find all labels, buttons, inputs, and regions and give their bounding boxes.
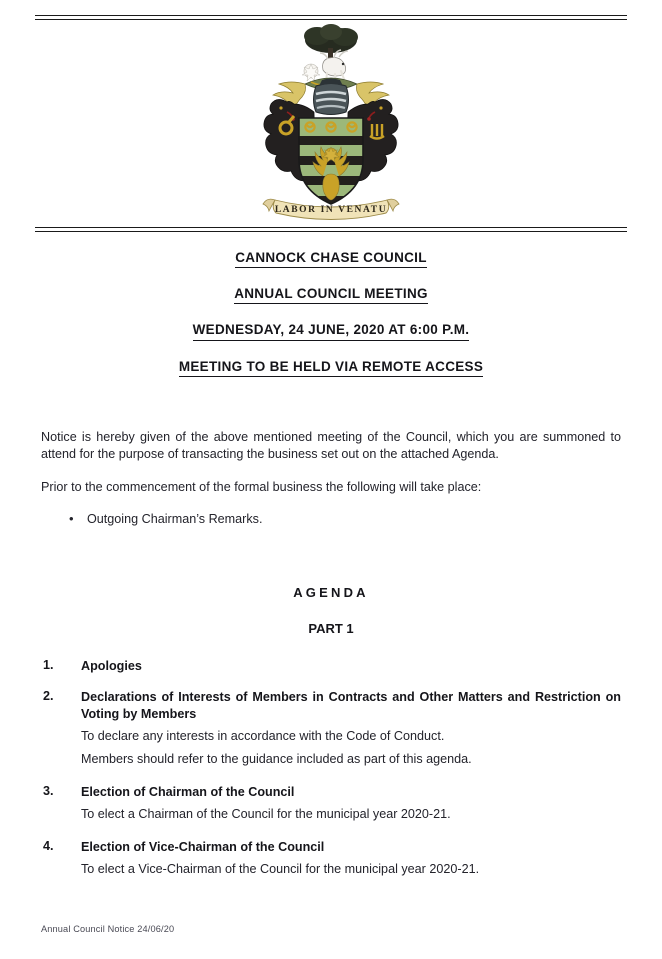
agenda-item-3 bbox=[41, 784, 621, 824]
agenda-item-number: 1. bbox=[43, 657, 54, 672]
heading-meeting-datetime bbox=[0, 322, 662, 340]
agenda-part-title: PART 1 bbox=[308, 620, 354, 636]
document-page bbox=[0, 15, 662, 959]
agenda-item-heading: Apologies bbox=[81, 658, 142, 673]
document-body bbox=[35, 429, 627, 879]
notice-paragraph: Notice is hereby given of the above mentioned meeting of the Council, which you are summoned to attend for the purpose of transacting the business set out on the attached Agenda. bbox=[41, 429, 621, 462]
list-item: • Outgoing Chairman’s Remarks. bbox=[69, 511, 621, 529]
agenda-item-heading: Election of Chairman of the Council bbox=[81, 784, 295, 799]
agenda-item-detail: To elect a Chairman of the Council for the municipal year 2020-21. bbox=[81, 806, 451, 821]
agenda-item-detail: To elect a Vice-Chairman of the Council for the municipal year 2020-21. bbox=[81, 861, 480, 876]
agenda-item-detail: To declare any interests in accordance with the Code of Conduct. bbox=[81, 729, 445, 744]
heading-council-name bbox=[0, 250, 662, 268]
coat-of-arms-emblem bbox=[0, 24, 662, 220]
document-footer bbox=[0, 919, 662, 937]
heading-block bbox=[0, 250, 662, 377]
coat-of-arms-icon bbox=[231, 24, 431, 220]
agenda-item-heading: Declarations of Interests of Members in Contracts and Other Matters and Restriction on Voting by Members bbox=[81, 690, 621, 722]
agenda-item-number: 4. bbox=[43, 838, 54, 853]
prior-paragraph: Prior to the commencement of the formal business the following will take place: bbox=[41, 479, 482, 494]
footer-text: Annual Council Notice 24/06/20 bbox=[41, 924, 175, 934]
heading-meeting-location bbox=[0, 359, 662, 377]
heading-meeting-location-text: MEETING TO BE HELD VIA REMOTE ACCESS bbox=[179, 359, 483, 377]
emblem-divider bbox=[35, 227, 627, 232]
agenda-title: AGENDA bbox=[293, 584, 369, 600]
agenda-item-1 bbox=[41, 658, 621, 675]
heading-meeting-type bbox=[0, 286, 662, 304]
agenda-item-4 bbox=[41, 839, 621, 879]
heading-meeting-type-text: ANNUAL COUNCIL MEETING bbox=[234, 286, 428, 304]
svg-text:LABOR IN VENATU: LABOR IN VENATU bbox=[274, 205, 388, 215]
top-divider bbox=[35, 15, 627, 20]
prior-bullet-list bbox=[41, 511, 621, 529]
agenda-item-2 bbox=[41, 689, 621, 769]
agenda-item-number: 2. bbox=[43, 689, 54, 704]
agenda-item-heading: Election of Vice-Chairman of the Council bbox=[81, 839, 325, 854]
agenda-list bbox=[41, 658, 621, 879]
heading-meeting-datetime-text: WEDNESDAY, 24 JUNE, 2020 AT 6:00 P.M. bbox=[193, 322, 470, 340]
heading-council-name-text: CANNOCK CHASE COUNCIL bbox=[235, 250, 427, 268]
agenda-item-number: 3. bbox=[43, 783, 54, 798]
intro-section bbox=[41, 429, 621, 529]
agenda-item-detail: Members should refer to the guidance included as part of this agenda. bbox=[81, 752, 472, 766]
